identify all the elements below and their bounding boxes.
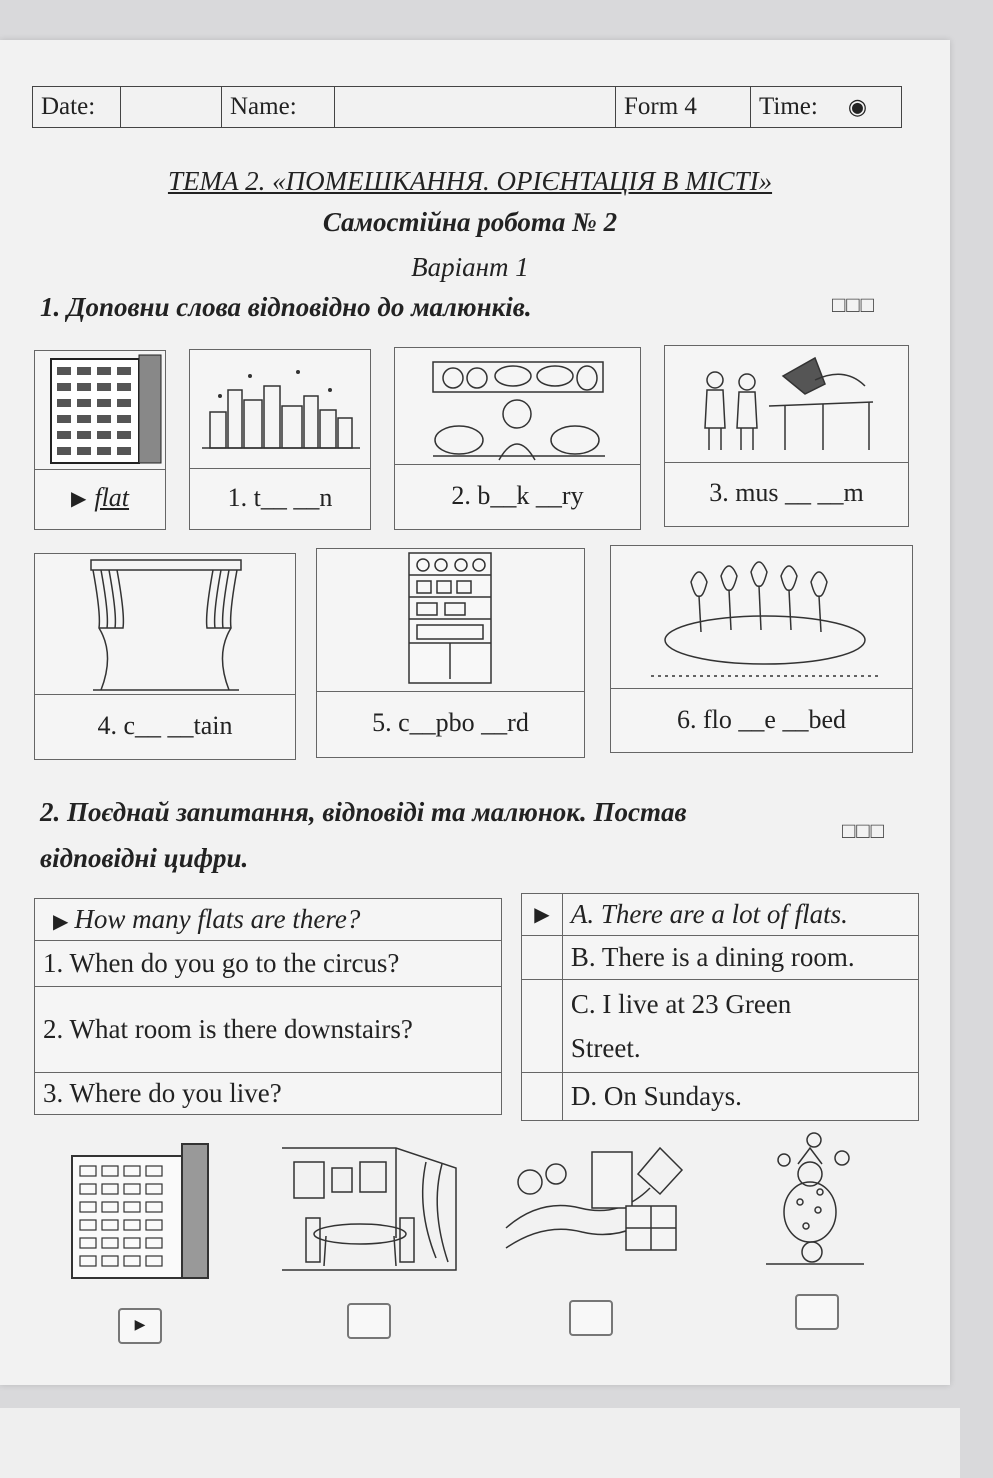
picture-card-bakery xyxy=(394,347,641,530)
word-curtain: 4. c__ __tain xyxy=(97,711,233,740)
museum-icon xyxy=(665,346,908,463)
picture-card-town xyxy=(189,349,371,530)
question-3: 3. Where do you live? xyxy=(35,1073,502,1115)
answer-box-4[interactable] xyxy=(795,1294,839,1330)
task2-instruction-line1: 2. Поєднай запитання, відповіді та малюнок. Постав xyxy=(40,797,687,827)
variant-label: Варіант 1 xyxy=(411,252,529,282)
answer-b-number-field[interactable] xyxy=(522,936,563,980)
answer-c-number-field[interactable] xyxy=(522,980,563,1073)
topic-title: ТЕМА 2. «ПОМЕШКАННЯ. ОРІЄНТАЦІЯ В МІСТІ» xyxy=(167,166,773,196)
answer-c: C. I live at 23 Green Street. xyxy=(562,980,918,1073)
question-1: 1. When do you go to the circus? xyxy=(35,941,502,987)
work-title: Самостійна робота № 2 xyxy=(322,207,618,237)
city-skyline-icon xyxy=(190,350,370,469)
picture-card-flat xyxy=(34,350,166,530)
block-of-flats-icon xyxy=(35,351,165,470)
task1-score-boxes: □□□ xyxy=(832,292,875,317)
block-of-flats-icon xyxy=(66,1140,214,1282)
example-word: ▶ flat xyxy=(70,483,130,512)
time-label: Time: ◉ xyxy=(759,93,868,120)
timer-icon: ◉ xyxy=(847,94,868,119)
clown-icon xyxy=(760,1130,870,1270)
example-arrow-icon: ▶ xyxy=(70,487,87,510)
example-arrow-icon: ▶ xyxy=(134,1318,146,1333)
answer-d-number-field[interactable] xyxy=(522,1073,563,1121)
answer-box-example xyxy=(118,1308,162,1344)
task1-instruction: 1. Доповни слова відповідно до малюнків. xyxy=(40,292,532,322)
word-museum: 3. mus __ __m xyxy=(709,478,864,507)
name-field[interactable] xyxy=(335,87,616,127)
picture-card-museum xyxy=(664,345,909,527)
flowerbed-icon xyxy=(611,546,912,689)
dining-room-icon xyxy=(276,1138,466,1280)
picture-card-curtain xyxy=(34,553,296,760)
answer-box-3[interactable] xyxy=(569,1300,613,1336)
answer-d: D. On Sundays. xyxy=(562,1073,918,1121)
word-flowerbed: 6. flo __e __bed xyxy=(677,705,846,734)
picture-card-flowerbed xyxy=(610,545,913,753)
task2-score-boxes: □□□ xyxy=(842,818,885,843)
next-page-edge xyxy=(0,1408,960,1478)
word-town: 1. t__ __n xyxy=(227,483,333,512)
header-row xyxy=(32,86,902,128)
answer-box-2[interactable] xyxy=(347,1303,391,1339)
cupboard-icon xyxy=(317,549,584,692)
question-2: 2. What room is there downstairs? xyxy=(35,987,502,1073)
name-label: Name: xyxy=(222,87,335,127)
example-arrow-icon: ▶ xyxy=(53,911,69,933)
form-label: Form 4 xyxy=(616,87,751,127)
street-map-icon xyxy=(500,1138,690,1276)
picture-card-cupboard xyxy=(316,548,585,758)
questions-table xyxy=(34,898,502,1115)
answer-a: A. There are a lot of flats. xyxy=(562,894,918,936)
word-bakery: 2. b__k __ry xyxy=(451,481,584,510)
word-cupboard: 5. c__pbo __rd xyxy=(372,708,529,737)
question-example: ▶ How many flats are there? xyxy=(35,899,502,941)
answer-example-arrow-icon: ▶ xyxy=(522,894,563,936)
bakery-icon xyxy=(395,348,640,465)
answer-b: B. There is a dining room. xyxy=(562,936,918,980)
date-label: Date: xyxy=(33,87,121,127)
date-field[interactable] xyxy=(121,87,222,127)
task2-instruction-line2: відповідні цифри. xyxy=(40,843,249,873)
answers-table xyxy=(521,893,919,1121)
curtains-icon xyxy=(35,554,295,695)
